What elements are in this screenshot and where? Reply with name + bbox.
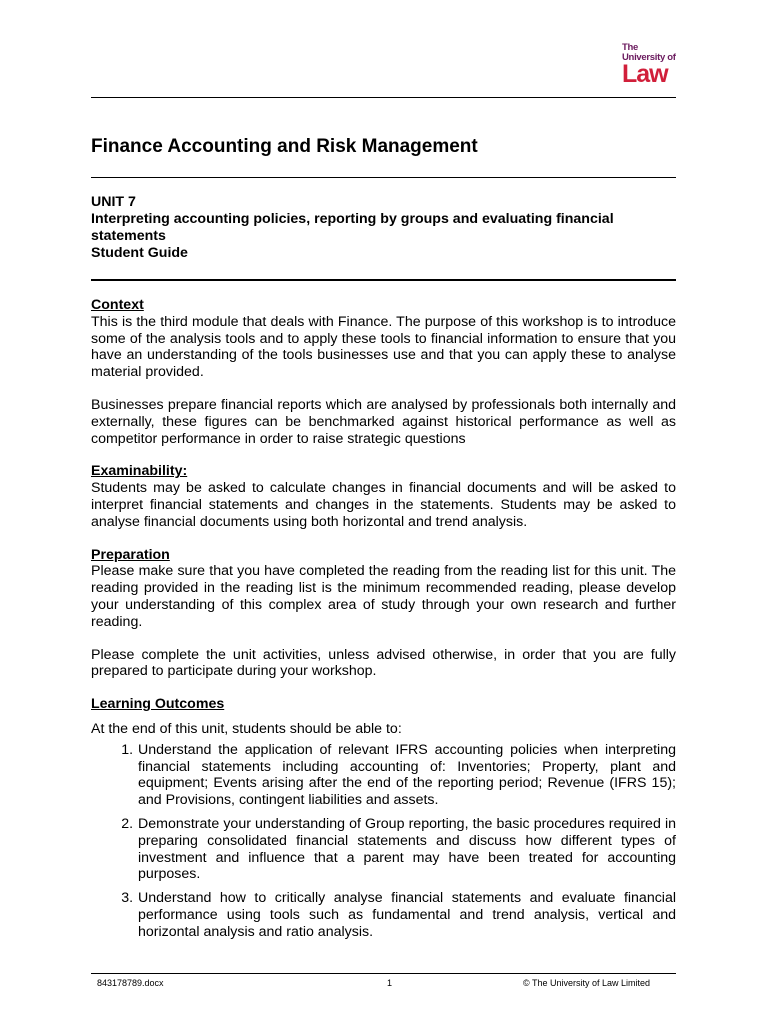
footer-copyright: © The University of Law Limited [523, 978, 651, 988]
university-logo [622, 42, 684, 88]
unit-block [91, 194, 676, 262]
logo-line-the: The [622, 42, 638, 53]
preparation-heading: Preparation [91, 546, 170, 563]
context-paragraph-2: Businesses prepare financial reports which are analysed by professionals both internally and externally, these figures can be benchmarked against historical performance as well as competitor performance in order to raise strategic questions [91, 396, 676, 447]
learning-outcomes-list [91, 742, 676, 941]
examinability-heading: Examinability: [91, 463, 188, 480]
context-heading: Context [91, 297, 144, 313]
unit-number: UNIT 7 [91, 194, 136, 210]
unit-divider [91, 279, 676, 281]
footer-filename: 843178789.docx [97, 978, 164, 988]
title-divider [91, 177, 676, 178]
list-item: 2. Demonstrate your understanding of Group reporting, the basic procedures required in preparing consolidated financial statements and discuss how different types of investment and influence that a parent may have been treated for accounting purposes. [137, 816, 676, 883]
logo-line-university: University of [622, 52, 676, 63]
document-body [91, 297, 676, 948]
list-item: 3. Understand how to critically analyse financial statements and evaluate financial performance using tools such as fundamental and trend analysis, vertical and horizontal analysis and ratio analysis. [137, 890, 676, 940]
header-divider [91, 97, 676, 98]
preparation-paragraph-1: Please make sure that you have completed the reading from the reading list for this unit. The reading provided in the reading list is the minimum recommended reading, please develop your understanding of this complex area of study through your own research and further reading. [91, 563, 676, 630]
unit-subtitle: Interpreting accounting policies, reporting by groups and evaluating financial statements [91, 211, 614, 244]
list-item: 1. Understand the application of relevant IFRS accounting policies when interpreting financial statements including accounting of: Inventories; Property, plant and equipment; Events arising after the end of the reporting period; Revenue (IFRS 15); and Provisions, contingent liabilities and assets. [137, 742, 676, 809]
footer-page-number: 1 [387, 978, 393, 988]
footer-divider [91, 973, 676, 974]
learning-outcomes-intro: At the end of this unit, students should be able to: [91, 720, 402, 737]
preparation-paragraph-2: Please complete the unit activities, unless advised otherwise, in order that you are fully prepared to participate during your workshop. [91, 646, 676, 680]
unit-guide-label: Student Guide [91, 245, 188, 261]
context-paragraph-1: This is the third module that deals with Finance. The purpose of this workshop is to introduce some of the analysis tools and to apply these tools to financial information to ensure that you have an understanding of the tools businesses use and that you can apply these to analyse material provided. [91, 313, 676, 381]
learning-outcomes-heading: Learning Outcomes [91, 696, 225, 713]
logo-line-law: Law [622, 60, 668, 88]
examinability-paragraph: Students may be asked to calculate changes in financial documents and will be asked to interpret financial statements and changes in the statements. Students may be asked to analyse financial documents using both horizontal and trend analysis. [91, 480, 676, 530]
document-title: Finance Accounting and Risk Management [91, 136, 478, 157]
